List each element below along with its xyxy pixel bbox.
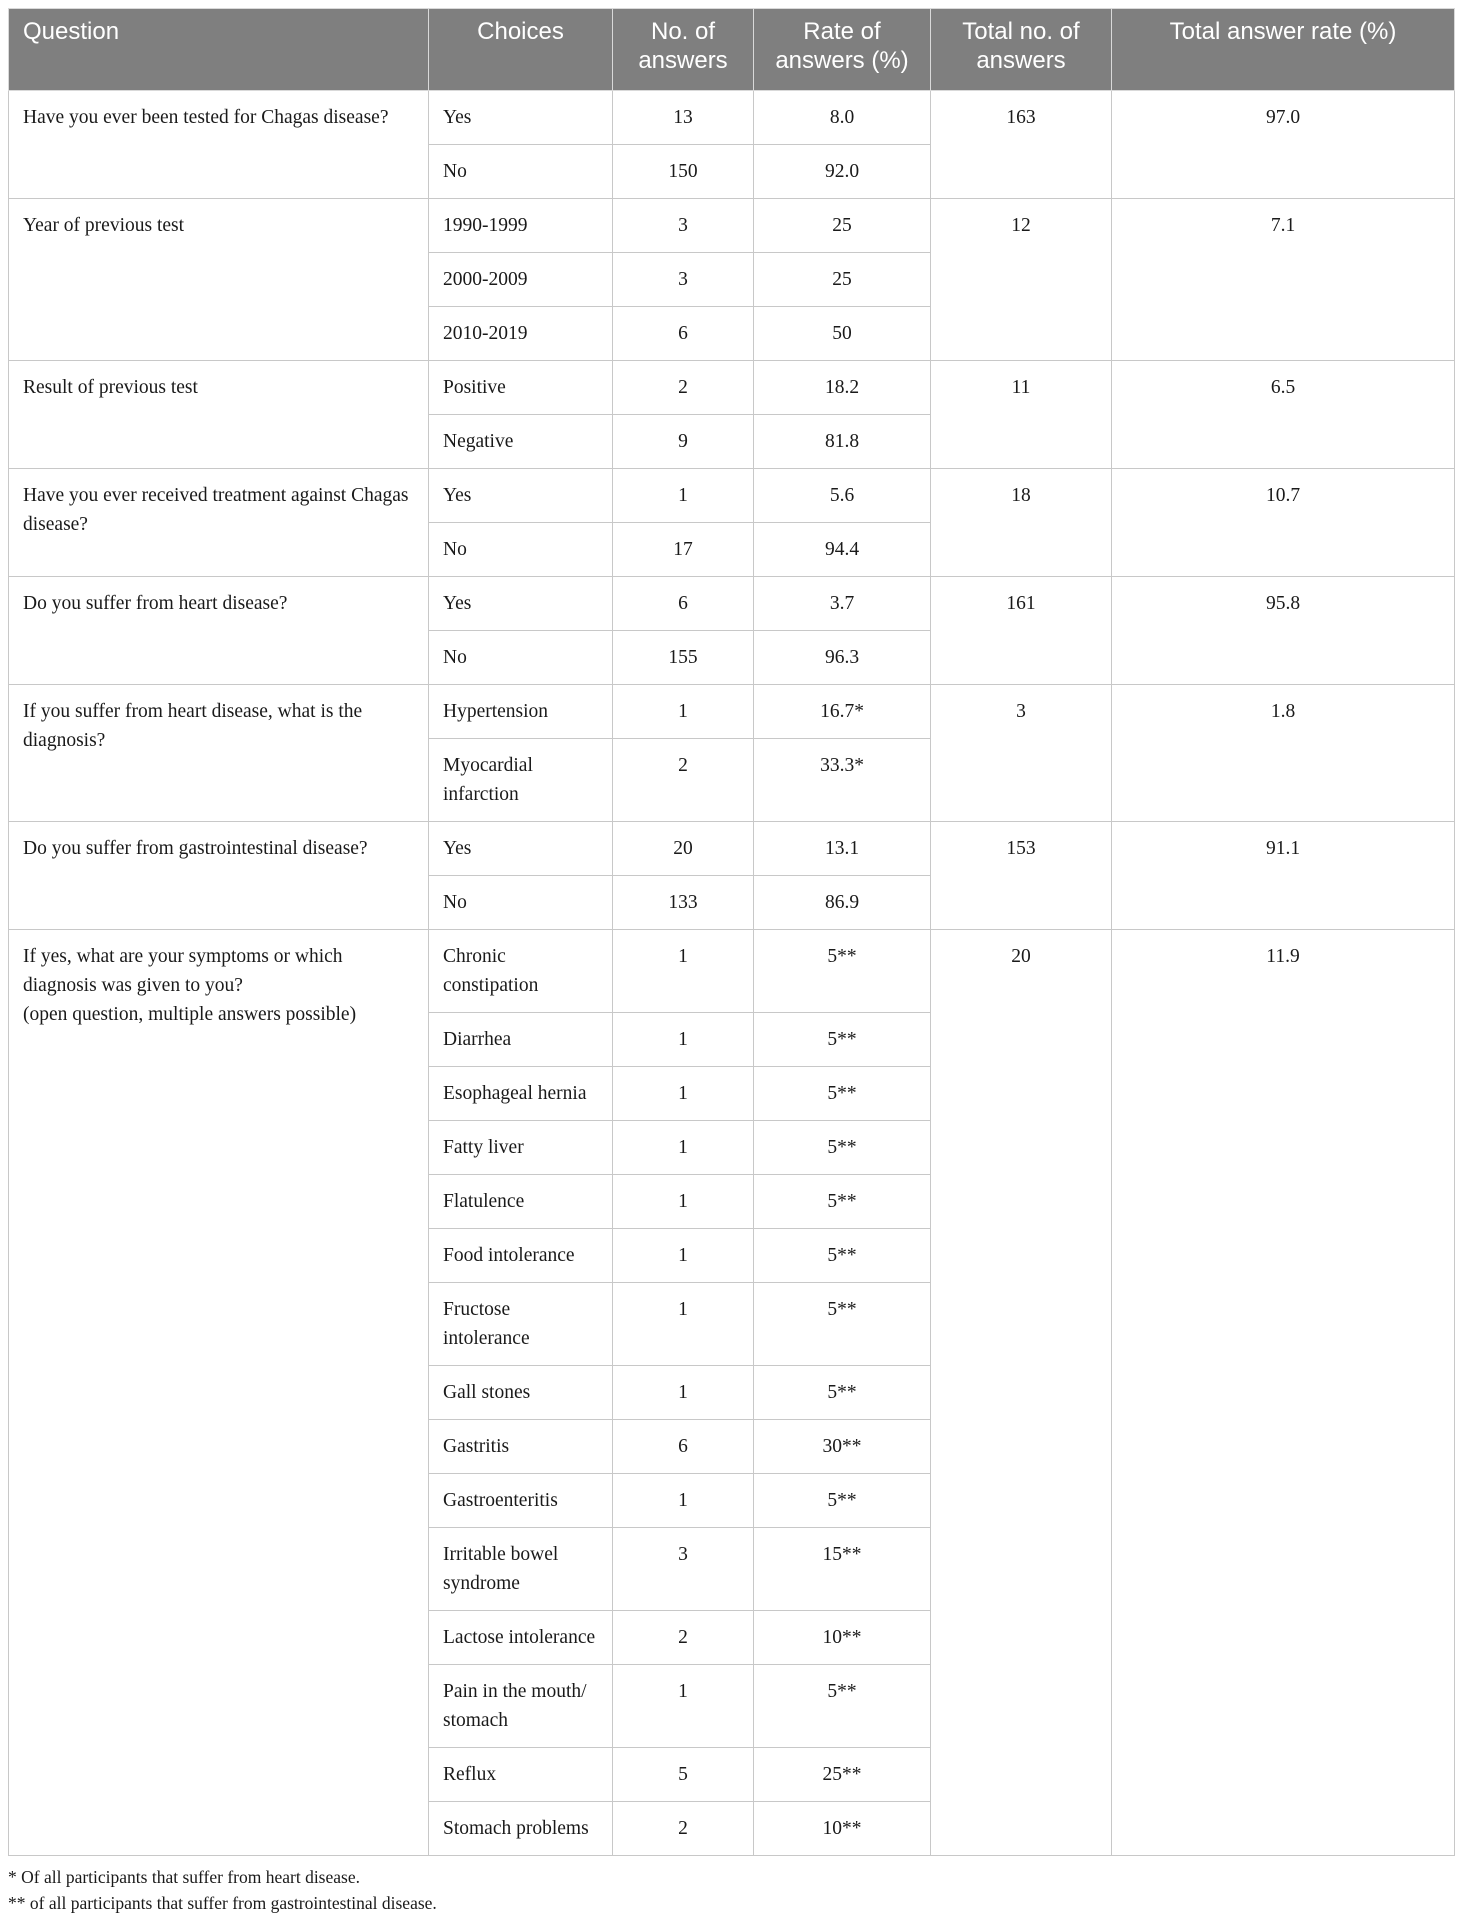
choice-cell: Yes bbox=[429, 822, 613, 876]
question-cell bbox=[9, 930, 429, 1856]
table-body bbox=[9, 91, 1455, 1856]
rate-cell: 8.0 bbox=[754, 91, 931, 145]
question-cell bbox=[9, 91, 429, 199]
total-rate-cell: 7.1 bbox=[1112, 199, 1455, 361]
count-cell: 1 bbox=[613, 1665, 754, 1748]
header-row bbox=[9, 9, 1455, 91]
total-count-cell: 20 bbox=[931, 930, 1112, 1856]
choice-cell: 2010-2019 bbox=[429, 307, 613, 361]
choice-cell: Negative bbox=[429, 415, 613, 469]
rate-cell: 25** bbox=[754, 1748, 931, 1802]
count-cell: 1 bbox=[613, 1474, 754, 1528]
choice-cell: Hypertension bbox=[429, 685, 613, 739]
rate-cell: 5** bbox=[754, 1067, 931, 1121]
table-container bbox=[8, 8, 1454, 1916]
rate-cell: 92.0 bbox=[754, 145, 931, 199]
count-cell: 133 bbox=[613, 876, 754, 930]
count-cell: 6 bbox=[613, 307, 754, 361]
choice-cell: Gall stones bbox=[429, 1366, 613, 1420]
count-cell: 1 bbox=[613, 1366, 754, 1420]
count-cell: 9 bbox=[613, 415, 754, 469]
choice-cell: Yes bbox=[429, 469, 613, 523]
table-row bbox=[9, 685, 1455, 739]
table-row bbox=[9, 199, 1455, 253]
total-rate-cell: 95.8 bbox=[1112, 577, 1455, 685]
choice-cell: Fructose intolerance bbox=[429, 1283, 613, 1366]
count-cell: 13 bbox=[613, 91, 754, 145]
count-cell: 1 bbox=[613, 685, 754, 739]
total-count-cell: 161 bbox=[931, 577, 1112, 685]
question-note: (open question, multiple answers possible) bbox=[23, 1004, 357, 1025]
count-cell: 150 bbox=[613, 145, 754, 199]
rate-cell: 86.9 bbox=[754, 876, 931, 930]
rate-cell: 94.4 bbox=[754, 523, 931, 577]
footnotes bbox=[8, 1864, 1454, 1916]
question-text: Have you ever received treatment against Chagas disease? bbox=[23, 485, 409, 535]
total-count-cell: 12 bbox=[931, 199, 1112, 361]
rate-cell: 96.3 bbox=[754, 631, 931, 685]
table-row bbox=[9, 361, 1455, 415]
rate-cell: 5** bbox=[754, 1013, 931, 1067]
question-cell bbox=[9, 577, 429, 685]
rate-cell: 16.7* bbox=[754, 685, 931, 739]
rate-cell: 81.8 bbox=[754, 415, 931, 469]
count-cell: 1 bbox=[613, 1175, 754, 1229]
question-cell bbox=[9, 361, 429, 469]
count-cell: 2 bbox=[613, 1802, 754, 1856]
table-row bbox=[9, 822, 1455, 876]
choice-cell: Esophageal hernia bbox=[429, 1067, 613, 1121]
total-rate-cell: 1.8 bbox=[1112, 685, 1455, 822]
question-text: Have you ever been tested for Chagas disease? bbox=[23, 107, 389, 128]
count-cell: 1 bbox=[613, 930, 754, 1013]
rate-cell: 5.6 bbox=[754, 469, 931, 523]
table-row bbox=[9, 930, 1455, 1013]
table-row bbox=[9, 469, 1455, 523]
rate-cell: 5** bbox=[754, 1474, 931, 1528]
count-cell: 6 bbox=[613, 577, 754, 631]
count-cell: 2 bbox=[613, 1611, 754, 1665]
rate-cell: 5** bbox=[754, 1229, 931, 1283]
total-count-cell: 153 bbox=[931, 822, 1112, 930]
choice-cell: No bbox=[429, 523, 613, 577]
count-cell: 1 bbox=[613, 1121, 754, 1175]
choice-cell: No bbox=[429, 876, 613, 930]
count-cell: 6 bbox=[613, 1420, 754, 1474]
choice-cell: Lactose intolerance bbox=[429, 1611, 613, 1665]
choice-cell: Pain in the mouth/ stomach bbox=[429, 1665, 613, 1748]
choice-cell: 2000-2009 bbox=[429, 253, 613, 307]
question-cell bbox=[9, 199, 429, 361]
rate-cell: 10** bbox=[754, 1611, 931, 1665]
total-rate-cell: 97.0 bbox=[1112, 91, 1455, 199]
count-cell: 2 bbox=[613, 739, 754, 822]
rate-cell: 5** bbox=[754, 930, 931, 1013]
count-cell: 1 bbox=[613, 1013, 754, 1067]
total-count-cell: 18 bbox=[931, 469, 1112, 577]
question-text: Result of previous test bbox=[23, 377, 198, 398]
rate-cell: 25 bbox=[754, 199, 931, 253]
question-text: If yes, what are your symptoms or which diagnosis was given to you? bbox=[23, 946, 343, 996]
choice-cell: No bbox=[429, 145, 613, 199]
rate-cell: 5** bbox=[754, 1175, 931, 1229]
choice-cell: Yes bbox=[429, 577, 613, 631]
header-total-no: Total no. of answers bbox=[931, 9, 1112, 91]
question-cell bbox=[9, 685, 429, 822]
table-row bbox=[9, 577, 1455, 631]
rate-cell: 5** bbox=[754, 1665, 931, 1748]
rate-cell: 30** bbox=[754, 1420, 931, 1474]
question-text: Do you suffer from heart disease? bbox=[23, 593, 288, 614]
choice-cell: Flatulence bbox=[429, 1175, 613, 1229]
header-total-rate: Total answer rate (%) bbox=[1112, 9, 1455, 91]
rate-cell: 50 bbox=[754, 307, 931, 361]
rate-cell: 18.2 bbox=[754, 361, 931, 415]
choice-cell: Yes bbox=[429, 91, 613, 145]
choice-cell: Irritable bowel syndrome bbox=[429, 1528, 613, 1611]
count-cell: 1 bbox=[613, 1283, 754, 1366]
question-text: Do you suffer from gastrointestinal disease? bbox=[23, 838, 368, 859]
header-question: Question bbox=[9, 9, 429, 91]
choice-cell: No bbox=[429, 631, 613, 685]
count-cell: 1 bbox=[613, 1229, 754, 1283]
count-cell: 3 bbox=[613, 199, 754, 253]
rate-cell: 5** bbox=[754, 1283, 931, 1366]
question-text: Year of previous test bbox=[23, 215, 185, 236]
rate-cell: 33.3* bbox=[754, 739, 931, 822]
rate-cell: 5** bbox=[754, 1366, 931, 1420]
count-cell: 3 bbox=[613, 253, 754, 307]
header-rate-answers: Rate of answers (%) bbox=[754, 9, 931, 91]
question-cell bbox=[9, 469, 429, 577]
choice-cell: 1990-1999 bbox=[429, 199, 613, 253]
total-rate-cell: 10.7 bbox=[1112, 469, 1455, 577]
rate-cell: 10** bbox=[754, 1802, 931, 1856]
choice-cell: Positive bbox=[429, 361, 613, 415]
rate-cell: 5** bbox=[754, 1121, 931, 1175]
total-rate-cell: 6.5 bbox=[1112, 361, 1455, 469]
rate-cell: 3.7 bbox=[754, 577, 931, 631]
count-cell: 20 bbox=[613, 822, 754, 876]
count-cell: 5 bbox=[613, 1748, 754, 1802]
choice-cell: Diarrhea bbox=[429, 1013, 613, 1067]
total-count-cell: 163 bbox=[931, 91, 1112, 199]
footnote-double: ** of all participants that suffer from gastrointestinal disease. bbox=[8, 1893, 437, 1913]
header-no-answers: No. of answers bbox=[613, 9, 754, 91]
question-cell bbox=[9, 822, 429, 930]
count-cell: 2 bbox=[613, 361, 754, 415]
footnote-single: * Of all participants that suffer from heart disease. bbox=[8, 1867, 360, 1887]
choice-cell: Reflux bbox=[429, 1748, 613, 1802]
header-choices: Choices bbox=[429, 9, 613, 91]
total-rate-cell: 91.1 bbox=[1112, 822, 1455, 930]
total-count-cell: 3 bbox=[931, 685, 1112, 822]
total-count-cell: 11 bbox=[931, 361, 1112, 469]
choice-cell: Gastroenteritis bbox=[429, 1474, 613, 1528]
count-cell: 3 bbox=[613, 1528, 754, 1611]
choice-cell: Gastritis bbox=[429, 1420, 613, 1474]
question-text: If you suffer from heart disease, what is the diagnosis? bbox=[23, 701, 363, 751]
count-cell: 1 bbox=[613, 469, 754, 523]
rate-cell: 13.1 bbox=[754, 822, 931, 876]
choice-cell: Chronic constipation bbox=[429, 930, 613, 1013]
count-cell: 1 bbox=[613, 1067, 754, 1121]
total-rate-cell: 11.9 bbox=[1112, 930, 1455, 1856]
choice-cell: Fatty liver bbox=[429, 1121, 613, 1175]
table-row bbox=[9, 91, 1455, 145]
survey-table bbox=[8, 8, 1455, 1856]
count-cell: 155 bbox=[613, 631, 754, 685]
rate-cell: 15** bbox=[754, 1528, 931, 1611]
choice-cell: Myocardial infarction bbox=[429, 739, 613, 822]
count-cell: 17 bbox=[613, 523, 754, 577]
choice-cell: Food intolerance bbox=[429, 1229, 613, 1283]
choice-cell: Stomach problems bbox=[429, 1802, 613, 1856]
rate-cell: 25 bbox=[754, 253, 931, 307]
